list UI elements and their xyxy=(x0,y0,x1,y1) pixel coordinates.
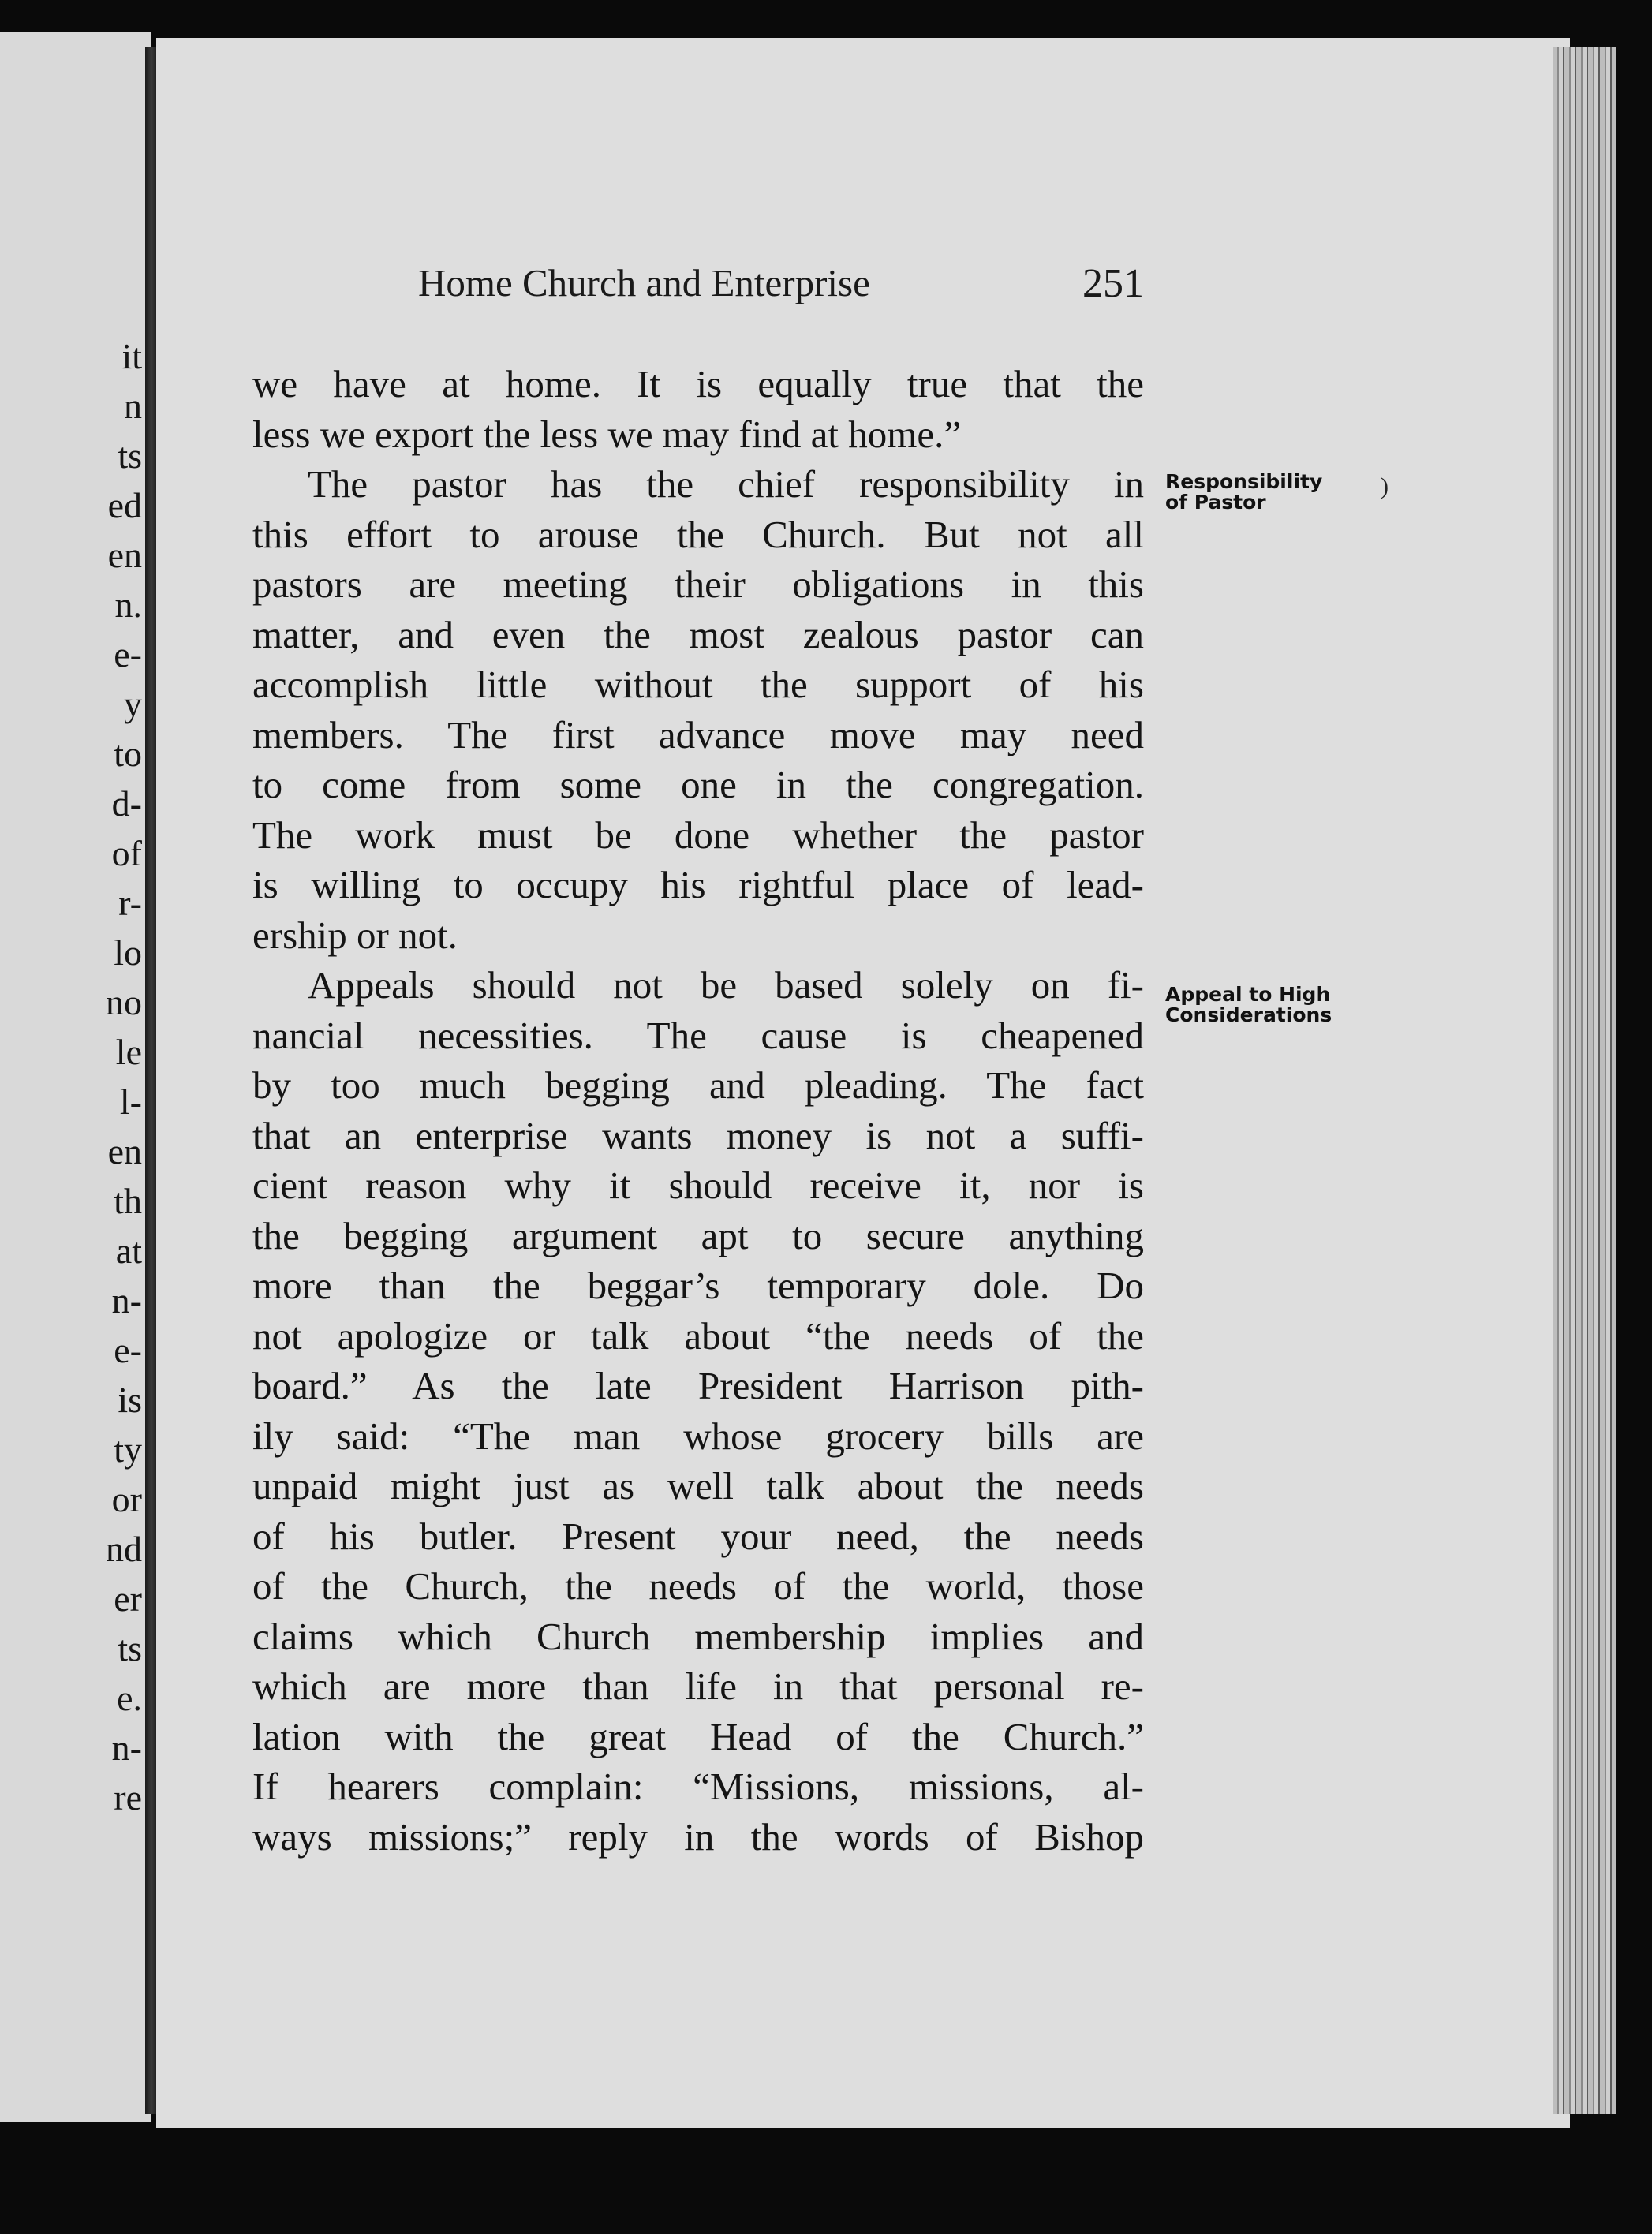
text-line: If hearers complain: “Missions, missions, al- xyxy=(252,1765,1144,1808)
body-text xyxy=(252,359,1144,1862)
fragment-line: nd xyxy=(106,1529,142,1569)
text-line: matter, and even the most zealous pastor can xyxy=(252,612,1144,656)
fragment-line: is xyxy=(118,1380,142,1420)
text-line: less we export the less we may find at home.” xyxy=(252,412,962,456)
fragment-line: lo xyxy=(114,932,142,973)
text-line: not apologize or talk about “the needs of the xyxy=(252,1313,1144,1358)
text-line: ership or not. xyxy=(252,913,458,957)
fragment-line: e- xyxy=(114,634,142,674)
fragment-line: to xyxy=(114,734,142,774)
text-line: ily said: “The man whose grocery bills are xyxy=(252,1414,1144,1458)
fragment-line: re xyxy=(114,1777,142,1817)
text-line: Appeals should not be based solely on fi- xyxy=(308,963,1144,1007)
text-line: which are more than life in that personal re- xyxy=(252,1664,1144,1708)
fragment-line: no xyxy=(106,982,142,1022)
sidenote-line: of Pastor xyxy=(1165,491,1266,514)
text-line: unpaid might just as well talk about the needs xyxy=(252,1464,1144,1507)
sidenote-responsibility-of-pastor xyxy=(1165,472,1322,513)
sidenote-line: Considerations xyxy=(1165,1003,1332,1026)
page-edges xyxy=(1553,47,1616,2114)
fragment-line: en xyxy=(107,1131,142,1171)
text-line: lation with the great Head of the Church.” xyxy=(252,1714,1144,1758)
fragment-line: of xyxy=(111,833,142,873)
fragment-line: ts xyxy=(118,1628,142,1668)
page-number: 251 xyxy=(1082,261,1144,306)
text-line: members. The first advance move may need xyxy=(252,712,1144,756)
running-head-title: Home Church and Enterprise xyxy=(418,261,870,304)
text-line: board.” As the late President Harrison pith- xyxy=(252,1364,1144,1407)
sidenote-appeal-to-high-considerations xyxy=(1165,984,1332,1025)
sidenote-bracket-mark: ) xyxy=(1381,473,1389,499)
fragment-line: ty xyxy=(114,1429,142,1470)
fragment-line: e- xyxy=(114,1330,142,1370)
text-line: ways missions;” reply in the words of Bishop xyxy=(252,1814,1144,1859)
text-line: is willing to occupy his rightful place of lead- xyxy=(252,863,1144,906)
text-line: by too much begging and pleading. The fact xyxy=(252,1063,1144,1107)
text-line: this effort to arouse the Church. But not all xyxy=(252,512,1144,556)
sidenote-line: Appeal to High xyxy=(1165,983,1331,1006)
fragment-line: th xyxy=(114,1181,142,1221)
text-line: pastors are meeting their obligations in this xyxy=(252,562,1144,606)
sidenote-line: Responsibility xyxy=(1165,470,1323,493)
text-line: of the Church, the needs of the world, those xyxy=(252,1564,1144,1608)
fragment-line: or xyxy=(111,1479,142,1519)
fragment-line: e. xyxy=(117,1678,142,1718)
fragment-line: n- xyxy=(111,1280,142,1321)
fragment-line: d- xyxy=(111,783,142,824)
fragment-line: er xyxy=(114,1578,142,1619)
fragment-line: y xyxy=(124,684,142,724)
fragment-line: n xyxy=(124,386,142,426)
fragment-line: n- xyxy=(111,1728,142,1768)
previous-page xyxy=(0,32,151,2122)
text-line: The pastor has the chief responsibility in xyxy=(308,462,1144,506)
fragment-line: le xyxy=(115,1032,142,1072)
text-line: the begging argument apt to secure anything xyxy=(252,1213,1144,1257)
text-line: to come from some one in the congregation. xyxy=(252,763,1144,806)
fragment-line: r- xyxy=(118,883,142,923)
text-line: that an enterprise wants money is not a suffi- xyxy=(252,1113,1144,1157)
fragment-line: en xyxy=(107,535,142,575)
fragment-line: at xyxy=(115,1231,142,1271)
fragment-line: ed xyxy=(107,485,142,525)
text-line: of his butler. Present your need, the needs xyxy=(252,1514,1144,1558)
text-line: cient reason why it should receive it, nor is xyxy=(252,1164,1144,1207)
fragment-line: ts xyxy=(118,435,142,476)
previous-page-text-fragments xyxy=(106,331,142,1822)
text-line: accomplish little without the support of his xyxy=(252,663,1144,706)
scan-border xyxy=(1616,32,1652,2161)
text-line: nancial necessities. The cause is cheapened xyxy=(252,1013,1144,1057)
text-line: more than the beggar’s temporary dole. Do xyxy=(252,1264,1144,1307)
text-line: claims which Church membership implies and xyxy=(252,1614,1144,1658)
text-line: we have at home. It is equally true that the xyxy=(252,362,1144,405)
fragment-line: n. xyxy=(114,585,142,625)
fragment-line: it xyxy=(121,336,142,376)
fragment-line: l- xyxy=(119,1082,142,1122)
text-line: The work must be done whether the pastor xyxy=(252,813,1144,857)
